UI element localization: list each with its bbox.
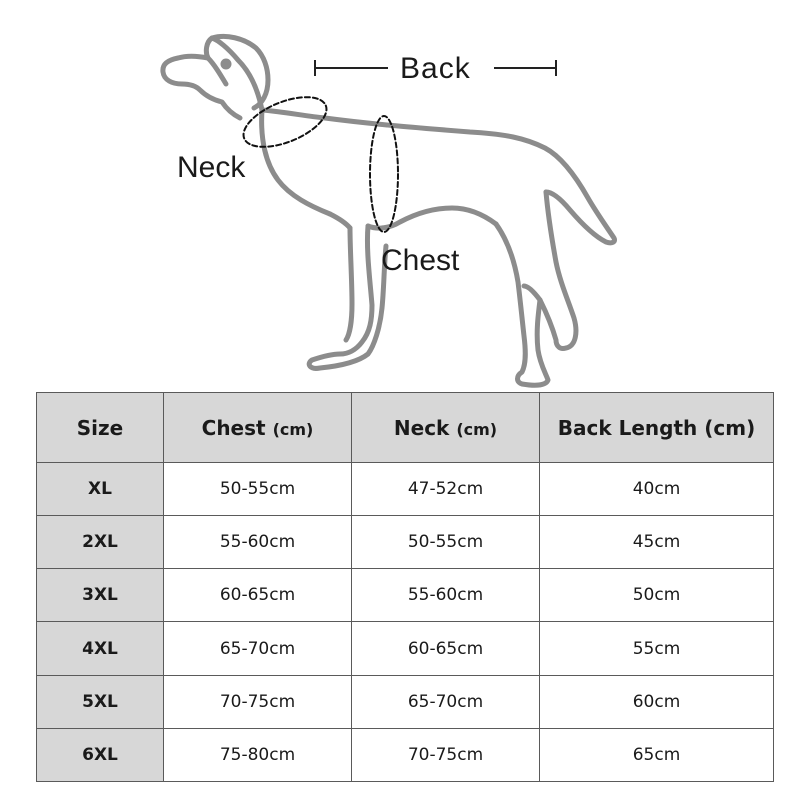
table-row (37, 675, 774, 728)
chest-cell: 60-65cm (164, 569, 352, 622)
size-chart-table (36, 392, 774, 782)
table-row (37, 728, 774, 781)
size-cell: 5XL (37, 675, 164, 728)
neck-label: Neck (177, 151, 246, 184)
back-cell: 55cm (540, 622, 774, 675)
table-header-row (37, 393, 774, 463)
back-cell: 40cm (540, 463, 774, 516)
table-row (37, 463, 774, 516)
size-cell: 6XL (37, 728, 164, 781)
chest-label: Chest (381, 244, 460, 277)
neck-cell: 55-60cm (352, 569, 540, 622)
header-neck: Neck (cm) (352, 393, 540, 463)
back-cell: 45cm (540, 516, 774, 569)
header-back-length: Back Length (cm) (540, 393, 774, 463)
chest-cell: 65-70cm (164, 622, 352, 675)
neck-cell: 50-55cm (352, 516, 540, 569)
size-cell: XL (37, 463, 164, 516)
neck-cell: 70-75cm (352, 728, 540, 781)
chest-cell: 50-55cm (164, 463, 352, 516)
neck-cell: 60-65cm (352, 622, 540, 675)
table-row (37, 569, 774, 622)
size-cell: 4XL (37, 622, 164, 675)
neck-cell: 47-52cm (352, 463, 540, 516)
size-cell: 3XL (37, 569, 164, 622)
chest-cell: 75-80cm (164, 728, 352, 781)
dog-measurement-diagram (0, 0, 805, 392)
header-size: Size (37, 393, 164, 463)
back-cell: 65cm (540, 728, 774, 781)
size-cell: 2XL (37, 516, 164, 569)
back-label: Back (400, 52, 471, 85)
neck-cell: 65-70cm (352, 675, 540, 728)
chest-cell: 55-60cm (164, 516, 352, 569)
table-row (37, 516, 774, 569)
back-cell: 50cm (540, 569, 774, 622)
chest-cell: 70-75cm (164, 675, 352, 728)
header-chest: Chest (cm) (164, 393, 352, 463)
table-row (37, 622, 774, 675)
back-cell: 60cm (540, 675, 774, 728)
